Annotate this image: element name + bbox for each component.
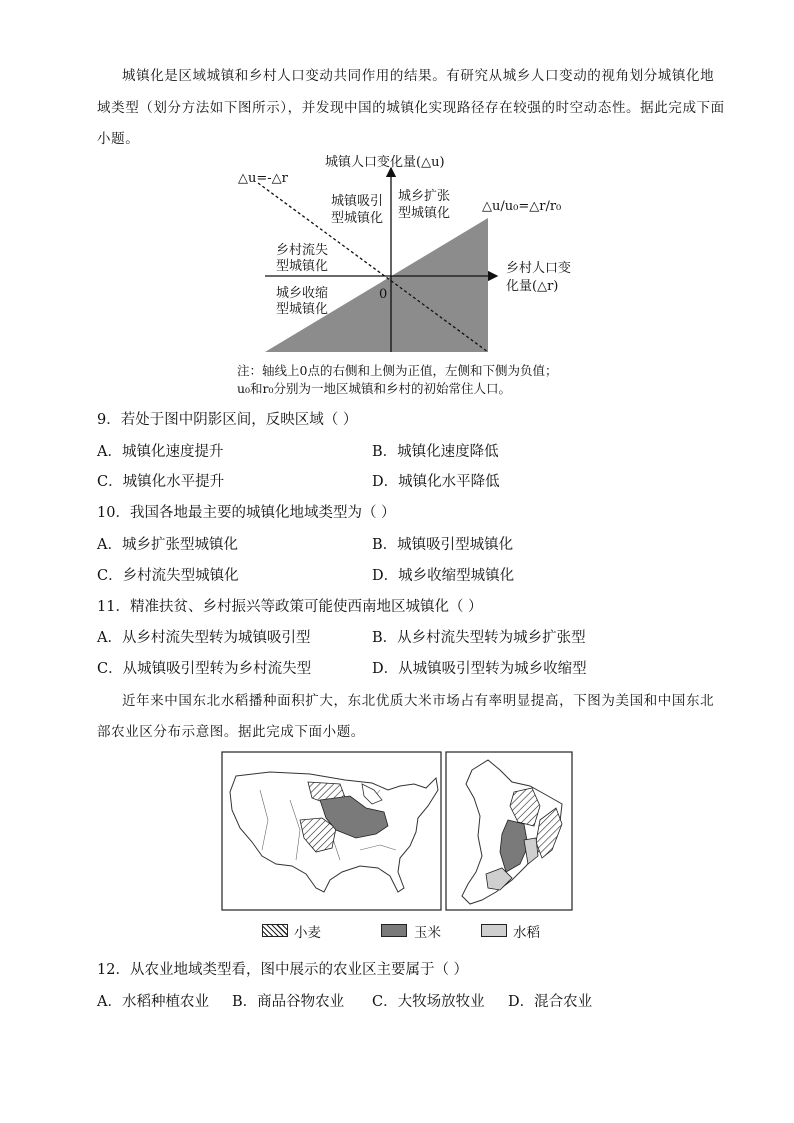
line-ratio-label: △u/u₀=△r/r₀ (482, 199, 562, 214)
q12-option-d[interactable]: D．混合农业 (508, 994, 593, 1010)
q12-option-a[interactable]: A．水稻种植农业 (97, 994, 209, 1010)
q9-option-b[interactable]: B．城镇化速度降低 (372, 444, 499, 460)
q12-stem: 12．从农业地域类型看，图中展示的农业区主要属于（ ） (97, 962, 469, 978)
q11-option-b[interactable]: B．从乡村流失型转为城乡扩张型 (372, 630, 586, 646)
q10-option-d[interactable]: D．城乡收缩型城镇化 (372, 568, 515, 584)
region-attract-label-2: 型城镇化 (331, 211, 384, 226)
x-axis-label-2: 化量(△r) (506, 279, 559, 294)
line-neg-label: △u=-△r (238, 171, 288, 186)
passage1-line3: 小题。 (97, 131, 140, 147)
diagram-note-line1: 注：轴线上0点的右侧和上侧为正值，左侧和下侧为负值； (237, 363, 558, 378)
region-shrink-label-2: 型城镇化 (276, 302, 329, 317)
passage1-line1: 城镇化是区域城镇和乡村人口变动共同作用的结果。有研究从城乡人口变动的视角划分城镇化地 (122, 68, 715, 84)
q11-option-a[interactable]: A．从乡村流失型转为城镇吸引型 (97, 630, 311, 646)
passage2-line2: 部农业区分布示意图。据此完成下面小题。 (97, 724, 365, 740)
region-expand-label-1: 城乡扩张 (398, 189, 451, 204)
passage2-line1: 近年来中国东北水稻播种面积扩大，东北优质大米市场占有率明显提高，下图为美国和中国东北 (122, 693, 715, 709)
legend-rice-label: 水稻 (513, 925, 540, 941)
y-axis-label: 城镇人口变化量(△u) (325, 155, 445, 170)
q9-option-d[interactable]: D．城镇化水平降低 (372, 474, 500, 490)
region-rural-loss-label-1: 乡村流失 (276, 243, 329, 258)
region-attract-label-1: 城镇吸引 (331, 194, 384, 209)
q10-option-a[interactable]: A．城乡扩张型城镇化 (97, 537, 238, 553)
legend-wheat-label: 小麦 (294, 925, 321, 941)
q10-option-c[interactable]: C．乡村流失型城镇化 (97, 568, 239, 584)
diagram-note-line2: u₀和r₀分别为一地区城镇和乡村的初始常住人口。 (237, 381, 512, 396)
region-shrink-label-1: 城乡收缩 (276, 286, 329, 301)
legend-corn-swatch (381, 924, 407, 937)
x-axis-label-1: 乡村人口变 (506, 261, 572, 276)
q11-option-c[interactable]: C．从城镇吸引型转为乡村流失型 (97, 661, 312, 677)
q11-stem: 11．精准扶贫、乡村振兴等政策可能使西南地区城镇化（ ） (97, 599, 483, 615)
origin-label: 0 (379, 287, 388, 302)
legend-wheat-swatch (262, 924, 288, 937)
q12-option-b[interactable]: B．商品谷物农业 (232, 994, 345, 1010)
region-expand-label-2: 型城镇化 (398, 206, 451, 221)
q10-stem: 10．我国各地最主要的城镇化地域类型为（ ） (97, 505, 396, 521)
passage1-line2: 域类型（划分方法如下图所示），并发现中国的城镇化实现路径存在较强的时空动态性。据此完成下面 (97, 100, 725, 116)
q9-option-c[interactable]: C．城镇化水平提升 (97, 474, 225, 490)
q9-stem: 9．若处于图中阴影区间，反映区域（ ） (97, 412, 358, 428)
legend-rice-swatch (481, 924, 507, 937)
q12-option-c[interactable]: C．大牧场放牧业 (372, 994, 485, 1010)
q10-option-b[interactable]: B．城镇吸引型城镇化 (372, 537, 514, 553)
q11-option-d[interactable]: D．从城镇吸引型转为城乡收缩型 (372, 661, 587, 677)
legend-corn-label: 玉米 (414, 925, 441, 941)
region-rural-loss-label-2: 型城镇化 (276, 259, 329, 274)
q9-option-a[interactable]: A．城镇化速度提升 (97, 444, 224, 460)
